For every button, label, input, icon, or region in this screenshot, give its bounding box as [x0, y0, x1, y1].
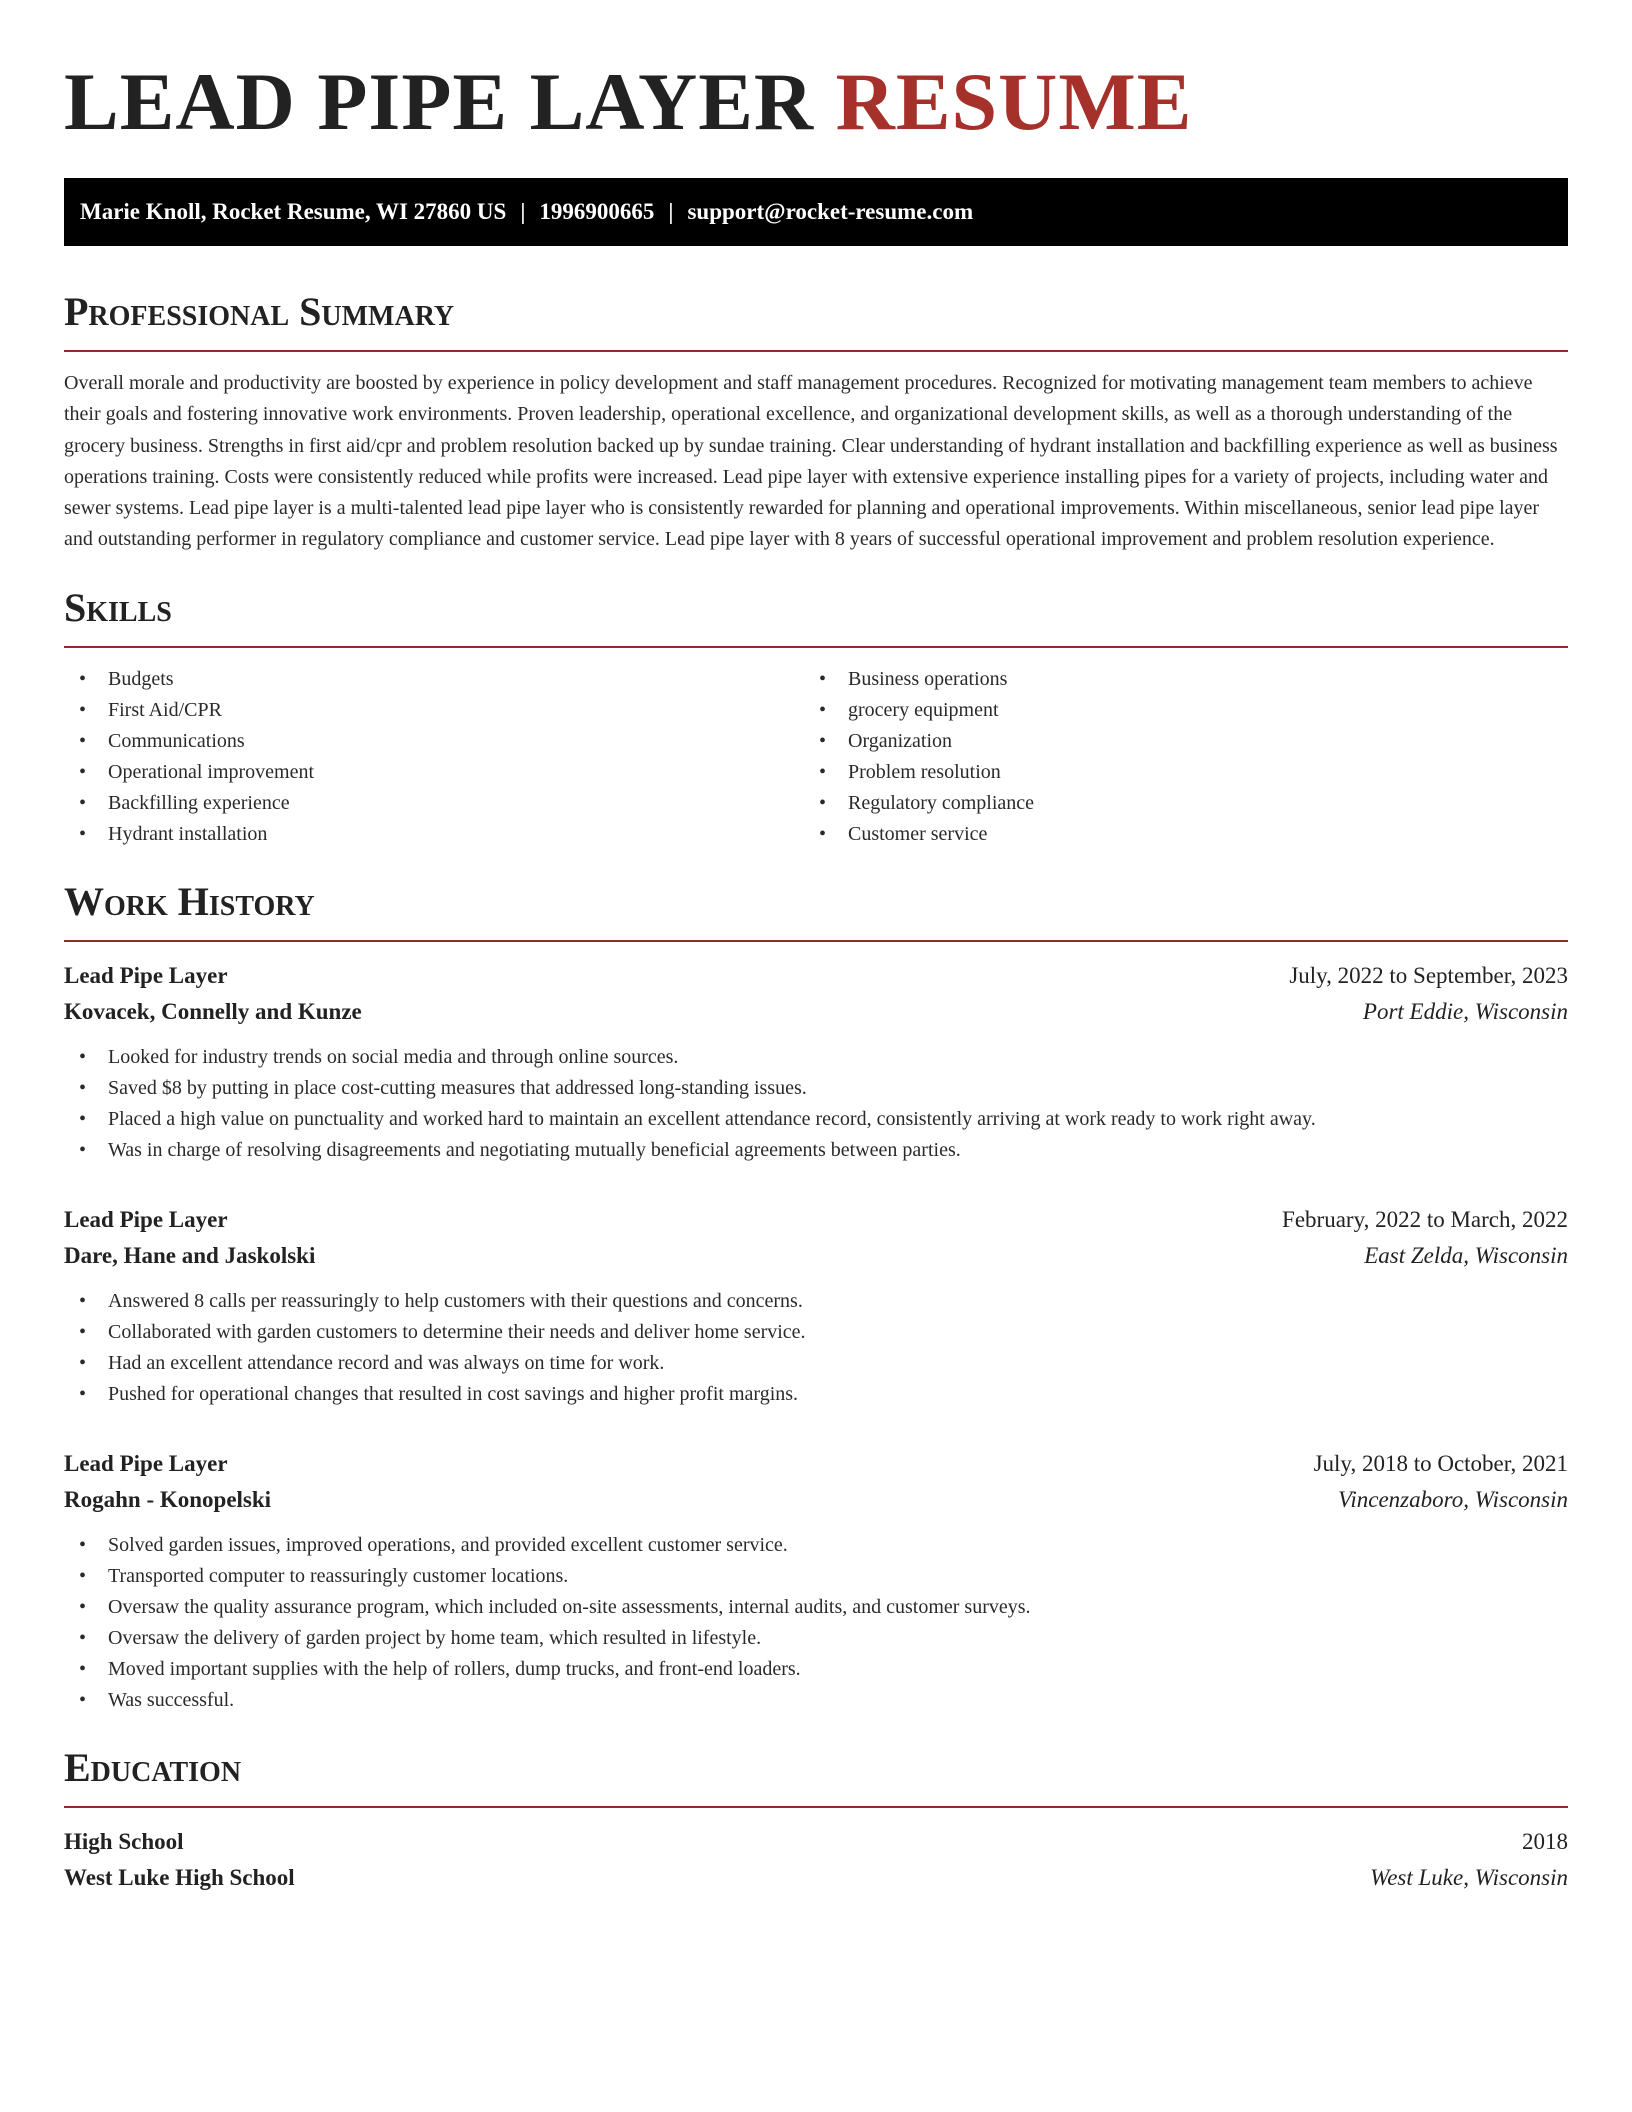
contact-separator: | [520, 199, 526, 224]
job-bullets [64, 1530, 1568, 1716]
job-entry [64, 958, 1568, 1166]
contact-bar [64, 178, 1568, 246]
skill-item: • Communications [64, 726, 804, 757]
skill-item: • Business operations [804, 664, 1544, 695]
job-header-row [64, 958, 1568, 994]
education-heading: Education [64, 1744, 242, 1790]
job-title: Lead Pipe Layer [64, 1450, 228, 1476]
skill-item: • Customer service [804, 819, 1544, 850]
job-bullet: • Placed a high value on punctuality and worked hard to maintain an excellent attendance record, consistently arriving at work ready to work right away. [64, 1104, 1568, 1135]
job-bullet: • Moved important supplies with the help of rollers, dump trucks, and front-end loaders. [64, 1654, 1568, 1685]
job-title: Lead Pipe Layer [64, 962, 228, 988]
job-bullet: • Pushed for operational changes that resulted in cost savings and higher profit margins. [64, 1379, 1568, 1410]
job-bullet: • Oversaw the delivery of garden project by home team, which resulted in lifestyle. [64, 1623, 1568, 1654]
job-bullet: • Collaborated with garden customers to determine their needs and deliver home service. [64, 1317, 1568, 1348]
education-entry [64, 1824, 1568, 1896]
skill-item: • Organization [804, 726, 1544, 757]
job-company-row [64, 1482, 1568, 1518]
job-bullet: • Was successful. [64, 1685, 1568, 1716]
job-bullet: • Was in charge of resolving disagreements and negotiating mutually beneficial agreements between parties. [64, 1135, 1568, 1166]
education-degree: High School [64, 1828, 184, 1854]
skill-item: • Regulatory compliance [804, 788, 1544, 819]
job-bullet: • Saved $8 by putting in place cost-cutting measures that addressed long-standing issues. [64, 1073, 1568, 1104]
summary-section [64, 288, 1568, 556]
job-entry [64, 1446, 1568, 1716]
title-accent: RESUME [835, 56, 1193, 147]
job-company-row [64, 994, 1568, 1030]
job-bullet: • Oversaw the quality assurance program, which included on-site assessments, internal audits, and customer surveys. [64, 1592, 1568, 1623]
job-bullets [64, 1042, 1568, 1166]
skills-columns [64, 664, 1568, 850]
skill-item: • Backfilling experience [64, 788, 804, 819]
skills-section [64, 584, 1568, 850]
job-bullet: • Had an excellent attendance record and was always on time for work. [64, 1348, 1568, 1379]
job-company: Kovacek, Connelly and Kunze [64, 998, 362, 1024]
job-dates: February, 2022 to March, 2022 [1282, 1206, 1568, 1232]
job-bullet: • Looked for industry trends on social media and through online sources. [64, 1042, 1568, 1073]
job-bullet: • Answered 8 calls per reassuringly to help customers with their questions and concerns. [64, 1286, 1568, 1317]
contact-email: support@rocket-resume.com [687, 199, 974, 224]
job-dates: July, 2022 to September, 2023 [1289, 962, 1568, 988]
job-entry [64, 1202, 1568, 1410]
title-main: LEAD PIPE LAYER [64, 56, 815, 147]
job-bullets [64, 1286, 1568, 1410]
job-title: Lead Pipe Layer [64, 1206, 228, 1232]
education-location: West Luke, Wisconsin [1370, 1864, 1568, 1890]
contact-address: Marie Knoll, Rocket Resume, WI 27860 US [80, 199, 507, 224]
skill-item: • Problem resolution [804, 757, 1544, 788]
skill-item: • Hydrant installation [64, 819, 804, 850]
section-divider [64, 940, 1568, 942]
job-company-row [64, 1238, 1568, 1274]
work-history-heading: Work History [64, 878, 315, 924]
education-year: 2018 [1522, 1828, 1568, 1854]
skill-item: • First Aid/CPR [64, 695, 804, 726]
summary-text: Overall morale and productivity are boosted by experience in policy development and staff management procedures. Recognized for motivating management team members to achieve their goals and fostering innovative work environments. Proven leadership, operational excellence, and organizational development skills, as well as a thorough understanding of the grocery business. Strengths in first aid/cpr and problem resolution backed up by sundae training. Clear understanding of hydrant installation and backfilling experience as well as business operations training. Costs were consistently reduced while profits were increased. Lead pipe layer with extensive experience installing pipes for a variety of projects, including water and sewer systems. Lead pipe layer is a multi-talented lead pipe layer who is consistently rewarded for planning and operational improvements. Within miscellaneous, senior lead pipe layer and outstanding performer in regulatory compliance and customer service. Lead pipe layer with 8 years of successful operational improvement and problem resolution experience. [64, 372, 1558, 551]
job-header-row [64, 1446, 1568, 1482]
education-school-row [64, 1860, 1568, 1896]
skill-item: • Operational improvement [64, 757, 804, 788]
contact-phone: 1996900665 [539, 199, 655, 224]
resume-content [64, 0, 1568, 1896]
resume-title [64, 0, 1568, 148]
skill-item: • grocery equipment [804, 695, 1544, 726]
job-company: Dare, Hane and Jaskolski [64, 1242, 316, 1268]
job-location: Port Eddie, Wisconsin [1362, 998, 1568, 1024]
section-divider [64, 1806, 1568, 1808]
section-divider [64, 646, 1568, 648]
section-divider [64, 350, 1568, 352]
job-dates: July, 2018 to October, 2021 [1313, 1450, 1568, 1476]
work-history-section [64, 878, 1568, 1716]
job-header-row [64, 1202, 1568, 1238]
contact-separator: | [668, 199, 674, 224]
education-degree-row [64, 1824, 1568, 1860]
job-company: Rogahn - Konopelski [64, 1486, 272, 1512]
job-location: East Zelda, Wisconsin [1364, 1242, 1568, 1268]
skill-item: • Budgets [64, 664, 804, 695]
job-location: Vincenzaboro, Wisconsin [1338, 1486, 1568, 1512]
skills-heading: Skills [64, 584, 172, 630]
job-bullet: • Transported computer to reassuringly customer locations. [64, 1561, 1568, 1592]
education-school: West Luke High School [64, 1864, 295, 1890]
education-section [64, 1744, 1568, 1896]
summary-heading: Professional Summary [64, 289, 455, 334]
skills-left-list [64, 664, 804, 850]
skills-right-list [804, 664, 1544, 850]
job-list [64, 958, 1568, 1716]
job-bullet: • Solved garden issues, improved operations, and provided excellent customer service. [64, 1530, 1568, 1561]
